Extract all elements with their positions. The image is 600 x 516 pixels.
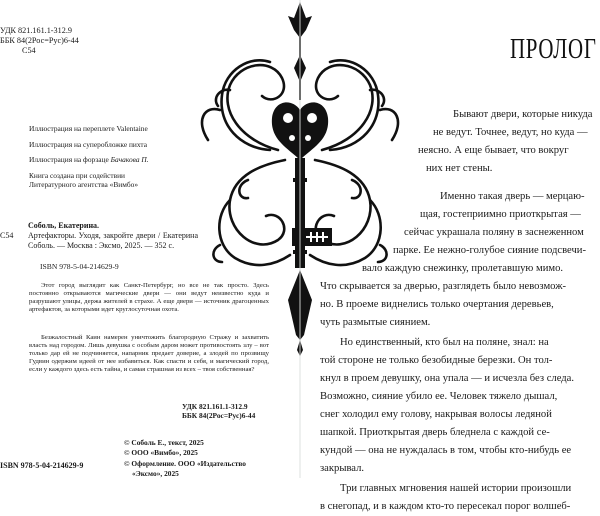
- prose-line: закрывал.: [320, 463, 365, 474]
- credit-endpaper-label: Иллюстрация на форзаце: [29, 155, 111, 165]
- agency-line-2: Литературного агентства «Вимбо»: [29, 179, 139, 189]
- credit-endpaper: [29, 155, 149, 164]
- isbn-bottom: ISBN 978-5-04-214629-9: [0, 461, 84, 470]
- prose-line: снег холодил ему голову, накрывая волосы ледяной: [320, 409, 552, 420]
- udk-code: УДК 821.161.1-312.9: [0, 26, 72, 35]
- udk-code-bottom: УДК 821.161.1-312.9: [182, 402, 248, 411]
- agency-credit: [29, 171, 149, 189]
- biblio-author: Соболь, Екатерина.: [28, 221, 100, 230]
- annotation-text: Этот город выглядит как Санкт-Петербург, но все не так просто. Здесь постоянно открываются магические двери — они ведут неизвестно куда и разрушают улицы, держа жителей в страхе. А еще двери — источник драгоценных артефактов, за которыми идет круглосуточная охота.: [29, 282, 269, 313]
- copyright-block: [124, 438, 246, 480]
- prose-line: щая, гостеприимно приоткрытая —: [420, 209, 581, 220]
- prose-line: но. В проеме виднелись только очертания деревьев,: [320, 299, 554, 310]
- udk-block-top: [0, 26, 79, 56]
- udk-block-bottom: [182, 402, 255, 420]
- prose-line: Возможно, сияние убило ее. Человек тяжело дышал,: [320, 391, 558, 402]
- prose-line: шапкой. Приоткрытая дверь бледнела с каждой се-: [320, 427, 550, 438]
- chapter-title: ПРОЛОГ: [510, 33, 597, 65]
- biblio-row: [0, 231, 198, 251]
- prose-line: Именно такая дверь — мерцаю-: [440, 191, 585, 202]
- copyright-line: © ООО «Вимбо», 2025: [124, 448, 198, 458]
- prose-line: парке. Ее нежно-голубое сияние подсвечи-: [393, 245, 586, 256]
- prose-line: в снегопад, и в каждом кто-то пересекал порог волшеб-: [320, 501, 571, 512]
- prose-line: той стороне не только безобидные березки. Он тол-: [320, 355, 553, 366]
- prose-line: кундой — она не нуждалась в том, чтобы кто-нибудь ее: [320, 445, 572, 456]
- prose-line: чуть размытые сиянием.: [320, 317, 431, 328]
- author-mark: С54: [22, 46, 36, 55]
- prose-line: сейчас украшала поляну в заснеженном: [404, 227, 584, 238]
- prose-line: не ведут. Точнее, ведут, но куда —: [433, 127, 588, 138]
- prose-line: Три главных мгновения нашей истории произошли: [340, 483, 572, 494]
- prose-line: кнул в проем девушку, она упала — и исчезла без следа.: [320, 373, 575, 384]
- prose-line: вало каждую снежинку, пролетавшую мимо.: [362, 263, 564, 274]
- agency-line-1: Книга создана при содействии: [29, 170, 126, 180]
- bbk-code-bottom: ББК 84(2Рос=Рус)6-44: [182, 411, 256, 420]
- prose-line: неясно. А еще бывает, что вокруг: [418, 145, 569, 156]
- prose-line: Но единственный, кто был на поляне, знал: на: [340, 337, 549, 348]
- prose-line: Что скрывается за дверью, разглядеть было невозмож-: [320, 281, 567, 292]
- bibliographic-record: [0, 221, 198, 271]
- bbk-code: ББК 84(2Рос=Рус)6-44: [0, 36, 79, 45]
- copyright-line: © Оформление. ООО «Издательство: [124, 458, 247, 468]
- biblio-isbn: ISBN 978-5-04-214629-9: [40, 262, 119, 271]
- biblio-description: Артефакторы. Уходя, закройте двери / Екатерина Соболь. — Москва : Эксмо, 2025. — 352 с.: [28, 231, 198, 250]
- copyright-line: «Эксмо», 2025: [132, 469, 179, 479]
- prose-line: Бывают двери, которые никуда: [453, 109, 593, 120]
- credit-binding: Иллюстрация на переплете Valentaine: [29, 124, 148, 133]
- illustration-credits: [29, 124, 149, 195]
- copyright-line: © Соболь Е., текст, 2025: [124, 438, 204, 447]
- credit-dustjacket: Иллюстрация на суперобложке пихта: [29, 139, 147, 149]
- biblio-code: С54: [0, 231, 14, 240]
- credit-endpaper-artist: Бачакова П.: [110, 155, 149, 165]
- annotation-text: Безжалостный Каин намерен уничтожить благородную Стражу и захватить власть над городом. Лишь девушка с особым даром может противостоять злу – вот только дар ей не подчиняется, напарник предает доверие, а злодей по прозвищу Гудвин одержим идеей от нее избавиться. Как спасти и себя, и магический город, если у каждого здесь есть тайна, и самая страшная из всех – твоя собственная?: [29, 334, 269, 373]
- prose-line: них нет стены.: [426, 163, 493, 174]
